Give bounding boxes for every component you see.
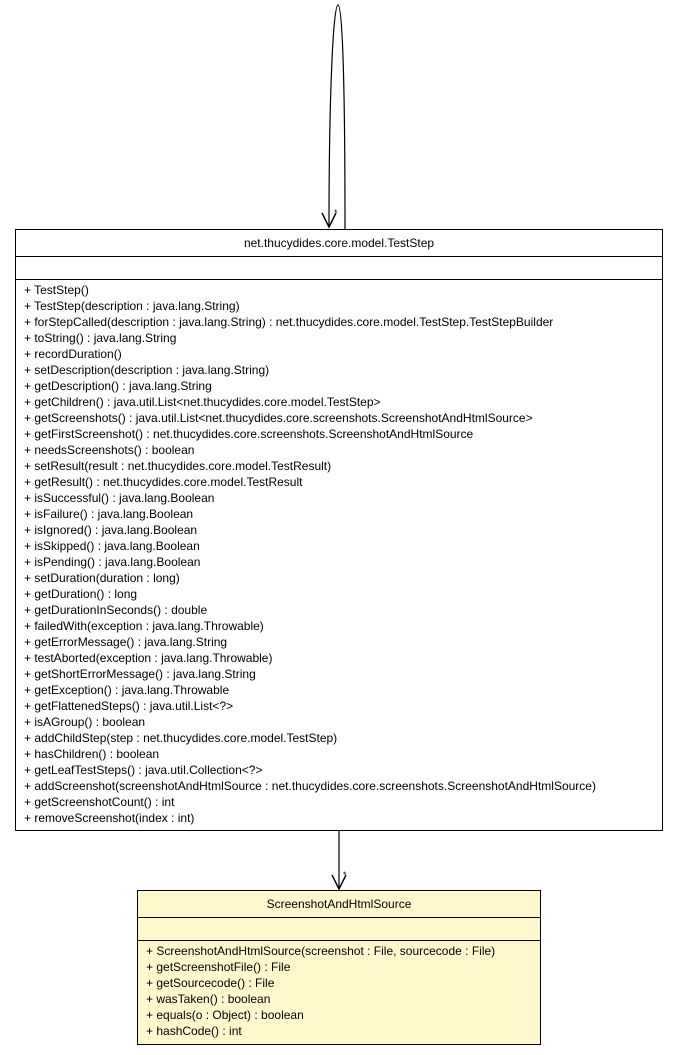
operation-teststep-21: + failedWith(exception : java.lang.Throwable) xyxy=(24,619,264,633)
operation-teststep-6: + getDescription() : java.lang.String xyxy=(24,379,212,393)
operation-teststep-20: + getDurationInSeconds() : double xyxy=(24,603,208,617)
operation-teststep-26: + getFlattenedSteps() : java.util.List<?> xyxy=(24,699,234,713)
operations-compartment-teststep xyxy=(16,280,662,826)
operation-teststep-32: + getScreenshotCount() : int xyxy=(24,795,175,809)
attributes-compartment-teststep xyxy=(16,257,662,280)
operation-teststep-33: + removeScreenshot(index : int) xyxy=(24,811,195,825)
operation-teststep-16: + isSkipped() : java.lang.Boolean xyxy=(24,539,200,553)
class-box-screenshotandhtmlsource[interactable] xyxy=(137,890,541,1045)
operation-teststep-27: + isAGroup() : boolean xyxy=(24,715,146,729)
operation-teststep-15: + isIgnored() : java.lang.Boolean xyxy=(24,523,198,537)
operation-teststep-25: + getException() : java.lang.Throwable xyxy=(24,683,230,697)
operation-teststep-5: + setDescription(description : java.lang.String) xyxy=(24,363,270,377)
class-name-screenshotandhtmlsource: ScreenshotAndHtmlSource xyxy=(138,891,540,918)
operation-teststep-12: + getResult() : net.thucydides.core.model.TestResult xyxy=(24,475,303,489)
self-association-multiplicity: * xyxy=(334,208,338,218)
operation-teststep-9: + getFirstScreenshot() : net.thucydides.core.screenshots.ScreenshotAndHtmlSource xyxy=(24,427,474,441)
operation-teststep-2: + forStepCalled(description : java.lang.String) : net.thucydides.core.model.TestStep.TestStepBuilder xyxy=(24,315,554,329)
operation-screenshot-5: + hashCode() : int xyxy=(146,1024,242,1038)
attributes-compartment-screenshotandhtmlsource xyxy=(138,918,540,941)
operation-teststep-1: + TestStep(description : java.lang.String) xyxy=(24,299,240,313)
operation-teststep-22: + getErrorMessage() : java.lang.String xyxy=(24,635,228,649)
operation-teststep-0: + TestStep() xyxy=(24,283,89,297)
operation-screenshot-0: + ScreenshotAndHtmlSource(screenshot : File, sourcecode : File) xyxy=(146,944,496,958)
operation-teststep-24: + getShortErrorMessage() : java.lang.String xyxy=(24,667,256,681)
operation-teststep-19: + getDuration() : long xyxy=(24,587,138,601)
class-box-teststep[interactable] xyxy=(15,229,663,831)
operation-teststep-7: + getChildren() : java.util.List<net.thucydides.core.model.TestStep> xyxy=(24,395,381,409)
operation-teststep-30: + getLeafTestSteps() : java.util.Collection<?> xyxy=(24,763,263,777)
operation-teststep-31: + addScreenshot(screenshotAndHtmlSource : net.thucydides.core.screenshots.ScreenshotAndHtmlSource) xyxy=(24,779,596,793)
operation-teststep-23: + testAborted(exception : java.lang.Throwable) xyxy=(24,651,273,665)
class-name-teststep: net.thucydides.core.model.TestStep xyxy=(16,230,662,257)
operation-teststep-8: + getScreenshots() : java.util.List<net.thucydides.core.screenshots.ScreenshotAndHtmlSource> xyxy=(24,411,533,425)
operation-teststep-14: + isFailure() : java.lang.Boolean xyxy=(24,507,194,521)
operation-teststep-29: + hasChildren() : boolean xyxy=(24,747,160,761)
operation-screenshot-4: + equals(o : Object) : boolean xyxy=(146,1008,304,1022)
operation-teststep-13: + isSuccessful() : java.lang.Boolean xyxy=(24,491,215,505)
operation-screenshot-3: + wasTaken() : boolean xyxy=(146,992,271,1006)
operation-teststep-18: + setDuration(duration : long) xyxy=(24,571,180,585)
operation-teststep-4: + recordDuration() xyxy=(24,347,122,361)
operation-teststep-11: + setResult(result : net.thucydides.core.model.TestResult) xyxy=(24,459,332,473)
self-association-line xyxy=(329,5,345,229)
operation-screenshot-2: + getSourcecode() : File xyxy=(146,976,275,990)
operation-teststep-3: + toString() : java.lang.String xyxy=(24,331,177,345)
operation-teststep-28: + addChildStep(step : net.thucydides.core.model.TestStep) xyxy=(24,731,338,745)
operation-screenshot-1: + getScreenshotFile() : File xyxy=(146,960,291,974)
screenshots-association-multiplicity: * xyxy=(343,870,347,880)
operation-teststep-17: + isPending() : java.lang.Boolean xyxy=(24,555,201,569)
operations-compartment-screenshotandhtmlsource xyxy=(138,941,540,1039)
operation-teststep-10: + needsScreenshots() : boolean xyxy=(24,443,195,457)
